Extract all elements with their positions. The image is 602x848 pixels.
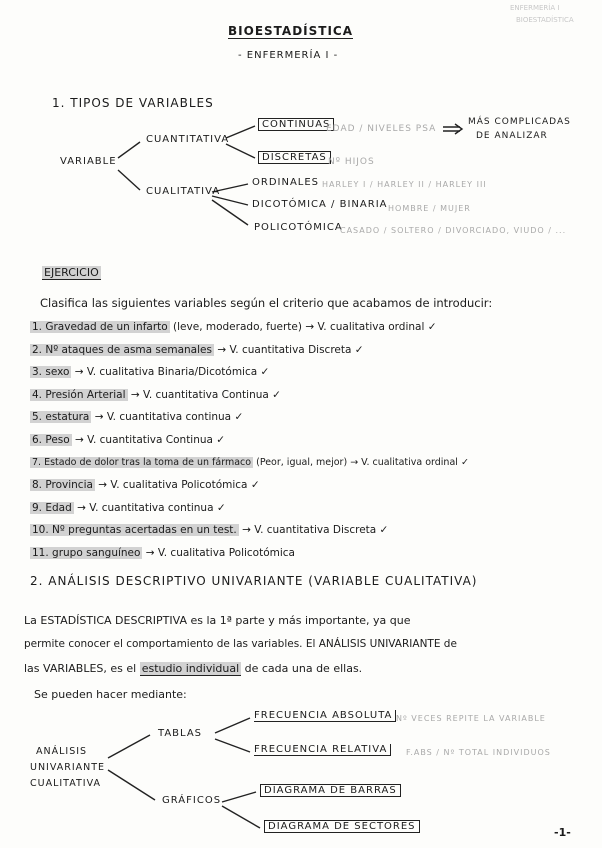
list-item: 10. Nº preguntas acertadas en un test. → V. cuantitativa Discreta ✓ — [32, 524, 389, 537]
frecuencia-relativa-note: F.ABS / Nº TOTAL INDIVIDUOS — [406, 748, 551, 757]
branch-frec-abs — [215, 718, 250, 733]
ejercicio-heading: EJERCICIO — [44, 266, 99, 279]
list-item: 1. Gravedad de un infarto (leve, moderado, fuerte) → V. cualitativa ordinal ✓ — [32, 321, 437, 333]
node-dicotomica: DICOTÓMICA / BINARIA — [252, 199, 388, 210]
paragraph-line-1: La ESTADÍSTICA DESCRIPTIVA es la 1ª parte y más importante, ya que — [24, 614, 411, 627]
root-analisis: ANÁLISIS — [36, 746, 88, 757]
list-item: 9. Edad → V. cuantitativa continua ✓ — [32, 501, 226, 514]
note-complicadas: MÁS COMPLICADAS — [468, 117, 571, 127]
tree-root-variable: VARIABLE — [60, 156, 117, 167]
corner-note-2: BIOESTADÍSTICA — [516, 16, 574, 24]
paragraph-line-3: las VARIABLES, es el estudio individual de cada una de ellas. — [24, 662, 363, 675]
root-cualitativa: CUALITATIVA — [30, 778, 102, 789]
node-discretas: DISCRETAS — [258, 151, 331, 164]
frecuencia-absoluta-note: Nº VECES REPITE LA VARIABLE — [396, 714, 546, 723]
list-item: 5. estatura → V. cuantitativa continua ✓ — [32, 411, 244, 424]
continuas-example: EDAD / NIVELES PSA — [326, 124, 437, 134]
discretas-example: Nº HIJOS — [328, 157, 375, 167]
paragraph-line-4: Se pueden hacer mediante: — [34, 688, 187, 701]
node-ordinales: ORDINALES — [252, 177, 320, 188]
list-item: 11. grupo sanguíneo → V. cualitativa Policotómica — [32, 546, 295, 559]
section2-heading: 2. ANÁLISIS DESCRIPTIVO UNIVARIANTE (VARIABLE CUALITATIVA) — [30, 574, 478, 588]
ejercicio-intro: Clasifica las siguientes variables según el criterio que acabamos de introducir: — [40, 296, 493, 310]
branch-continuas — [226, 126, 255, 138]
highlight-estudio-individual: estudio individual — [141, 662, 240, 675]
node-cuantitativa: CUANTITATIVA — [146, 134, 230, 145]
node-policotomica: POLICOTÓMICA — [254, 222, 343, 233]
root-univariante: UNIVARIANTE — [30, 762, 106, 773]
node-diagrama-barras: DIAGRAMA DE BARRAS — [260, 784, 401, 797]
branch-barras — [222, 792, 256, 802]
node-frecuencia-absoluta: FRECUENCIA ABSOLUTA — [254, 710, 396, 722]
list-item: 6. Peso → V. cuantitativa Continua ✓ — [32, 433, 226, 446]
page-number: -1- — [554, 826, 571, 839]
node-frecuencia-relativa: FRECUENCIA RELATIVA — [254, 744, 391, 756]
policotomica-example: CASADO / SOLTERO / DIVORCIADO, VIUDO / ... — [340, 226, 567, 235]
ordinales-example: HARLEY I / HARLEY II / HARLEY III — [322, 180, 487, 189]
page-subtitle: - ENFERMERÍA I - — [238, 50, 339, 61]
branch-frec-rel — [215, 739, 250, 752]
branch-sectores — [222, 806, 260, 828]
list-item: 3. sexo → V. cualitativa Binaria/Dicotómica ✓ — [32, 366, 270, 379]
corner-note-1: ENFERMERÍA I — [510, 4, 560, 12]
branch-cuantitativa — [118, 142, 140, 158]
node-continuas: CONTINUAS — [258, 118, 334, 131]
branch-cualitativa — [118, 170, 140, 190]
page-title: BIOESTADÍSTICA — [228, 24, 354, 38]
branch-graficos — [108, 770, 155, 800]
note-analizar: DE ANALIZAR — [476, 131, 548, 141]
branch-discretas — [226, 144, 255, 158]
list-item: 7. Estado de dolor tras la toma de un fármaco (Peor, igual, mejor) → V. cualitativa ordinal ✓ — [32, 456, 469, 468]
paragraph-line-2: permite conocer el comportamiento de las variables. El ANÁLISIS UNIVARIANTE de — [24, 638, 457, 650]
section1-heading: 1. TIPOS DE VARIABLES — [52, 96, 214, 110]
list-item: 4. Presión Arterial → V. cuantitativa Continua ✓ — [32, 388, 281, 401]
exercise-list — [30, 316, 469, 565]
branch-tablas — [108, 735, 150, 758]
node-diagrama-sectores: DIAGRAMA DE SECTORES — [264, 820, 420, 833]
list-item: 2. Nº ataques de asma semanales → V. cuantitativa Discreta ✓ — [32, 343, 364, 356]
node-cualitativa: CUALITATIVA — [146, 186, 221, 197]
node-tablas: TABLAS — [158, 728, 203, 739]
dicotomica-example: HOMBRE / MUJER — [388, 204, 471, 213]
list-item: 8. Provincia → V. cualitativa Policotómica ✓ — [32, 479, 260, 492]
node-graficos: GRÁFICOS — [162, 795, 222, 806]
